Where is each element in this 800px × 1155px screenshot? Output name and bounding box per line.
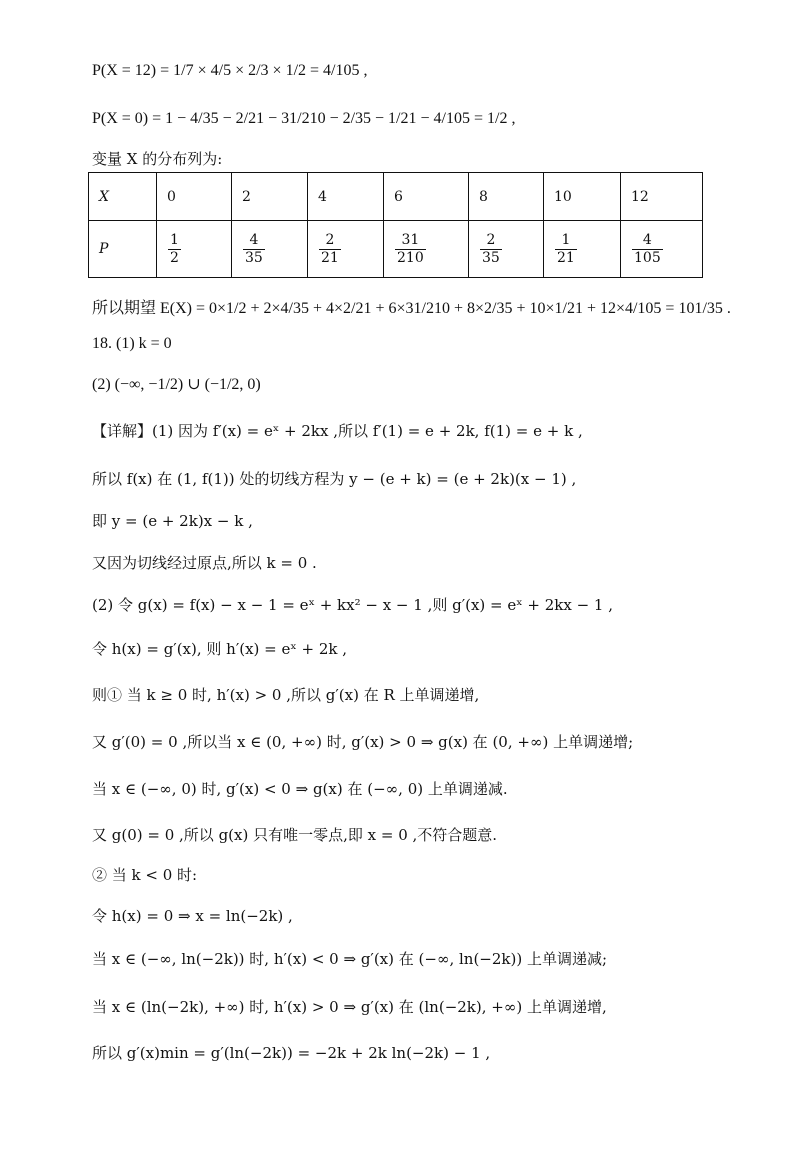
- fraction: $\frac{1}{2}$: [170, 231, 179, 266]
- cell-x-header: X: [89, 173, 157, 221]
- case2-zero-line: 令 h(x) = 0 ⇒ x = ln(−2k) ,: [92, 907, 293, 925]
- cell-x-value: 12: [621, 173, 703, 221]
- fraction: $\frac{2}{35}$: [482, 231, 500, 266]
- case1-line: 则① 当 k ≥ 0 时, h′(x) > 0 ,所以 g′(x) 在 R 上单调递增,: [92, 686, 480, 704]
- answer-18-part1: 18. (1) k = 0: [92, 335, 172, 352]
- table-row-p: [89, 221, 703, 278]
- case1-conclusion-line: 又 g(0) = 0 ,所以 g(x) 只有唯一零点,即 x = 0 ,不符合题意.: [92, 826, 498, 844]
- fraction: $\frac{1}{21}$: [557, 231, 575, 266]
- cell-p-value: [308, 221, 384, 278]
- fraction: $\frac{31}{210}$: [397, 231, 424, 266]
- define-h-line: 令 h(x) = g′(x), 则 h′(x) = eˣ + 2k ,: [92, 640, 348, 658]
- detail-derivative-line: 【详解】(1) 因为 f′(x) = eˣ + 2kx ,所以 f′(1) = e + 2k, f(1) = e + k ,: [92, 422, 583, 440]
- case1-decreasing-line: 当 x ∈ (−∞, 0) 时, g′(x) < 0 ⇒ g(x) 在 (−∞, 0) 上单调递减.: [92, 780, 508, 798]
- table-row-x: [89, 173, 703, 221]
- cell-x-value: 6: [384, 173, 469, 221]
- fraction: $\frac{4}{35}$: [245, 231, 263, 266]
- cell-x-value: 2: [232, 173, 308, 221]
- cell-p-value: [469, 221, 544, 278]
- cell-p-value: [621, 221, 703, 278]
- cell-x-value: 10: [544, 173, 621, 221]
- distribution-intro: 变量 X 的分布列为:: [92, 150, 223, 168]
- tangent-simplified-line: 即 y = (e + 2k)x − k ,: [92, 512, 253, 530]
- fraction: $\frac{4}{105}$: [634, 231, 661, 266]
- cell-p-value: [384, 221, 469, 278]
- cell-p-value: [157, 221, 232, 278]
- origin-condition-line: 又因为切线经过原点,所以 k = 0 .: [92, 554, 317, 572]
- case2-decreasing-line: 当 x ∈ (−∞, ln(−2k)) 时, h′(x) < 0 ⇒ g′(x) 在 (−∞, ln(−2k)) 上单调递减;: [92, 950, 608, 968]
- distribution-table: [88, 172, 703, 278]
- cell-p-header: P: [89, 221, 157, 278]
- case2-increasing-line: 当 x ∈ (ln(−2k), +∞) 时, h′(x) > 0 ⇒ g′(x) 在 (ln(−2k), +∞) 上单调递增,: [92, 998, 607, 1016]
- cell-x-value: 8: [469, 173, 544, 221]
- case1-increasing-line: 又 g′(0) = 0 ,所以当 x ∈ (0, +∞) 时, g′(x) > 0 ⇒ g(x) 在 (0, +∞) 上单调递增;: [92, 733, 634, 751]
- case2-header-line: ② 当 k < 0 时:: [92, 866, 198, 884]
- prob-x0-line: P(X = 0) = 1 − 4/35 − 2/21 − 31/210 − 2/35 − 1/21 − 4/105 = 1/2 ,: [92, 110, 516, 127]
- cell-x-value: 0: [157, 173, 232, 221]
- tangent-equation-line: 所以 f(x) 在 (1, f(1)) 处的切线方程为 y − (e + k) = (e + 2k)(x − 1) ,: [92, 470, 577, 488]
- cell-x-value: 4: [308, 173, 384, 221]
- prob-x12-line: P(X = 12) = 1/7 × 4/5 × 2/3 × 1/2 = 4/105 ,: [92, 62, 368, 79]
- fraction: $\frac{2}{21}$: [321, 231, 339, 266]
- case2-minimum-line: 所以 g′(x)min = g′(ln(−2k)) = −2k + 2k ln(−2k) − 1 ,: [92, 1044, 491, 1062]
- cell-p-value: [544, 221, 621, 278]
- define-g-line: (2) 令 g(x) = f(x) − x − 1 = eˣ + kx² − x − 1 ,则 g′(x) = eˣ + 2kx − 1 ,: [92, 596, 613, 614]
- expectation-line: 所以期望 E(X) = 0×1/2 + 2×4/35 + 4×2/21 + 6×31/210 + 8×2/35 + 10×1/21 + 12×4/105 = 101/35 .: [92, 300, 731, 317]
- answer-18-part2: (2) (−∞, −1/2) ∪ (−1/2, 0): [92, 376, 261, 393]
- cell-p-value: [232, 221, 308, 278]
